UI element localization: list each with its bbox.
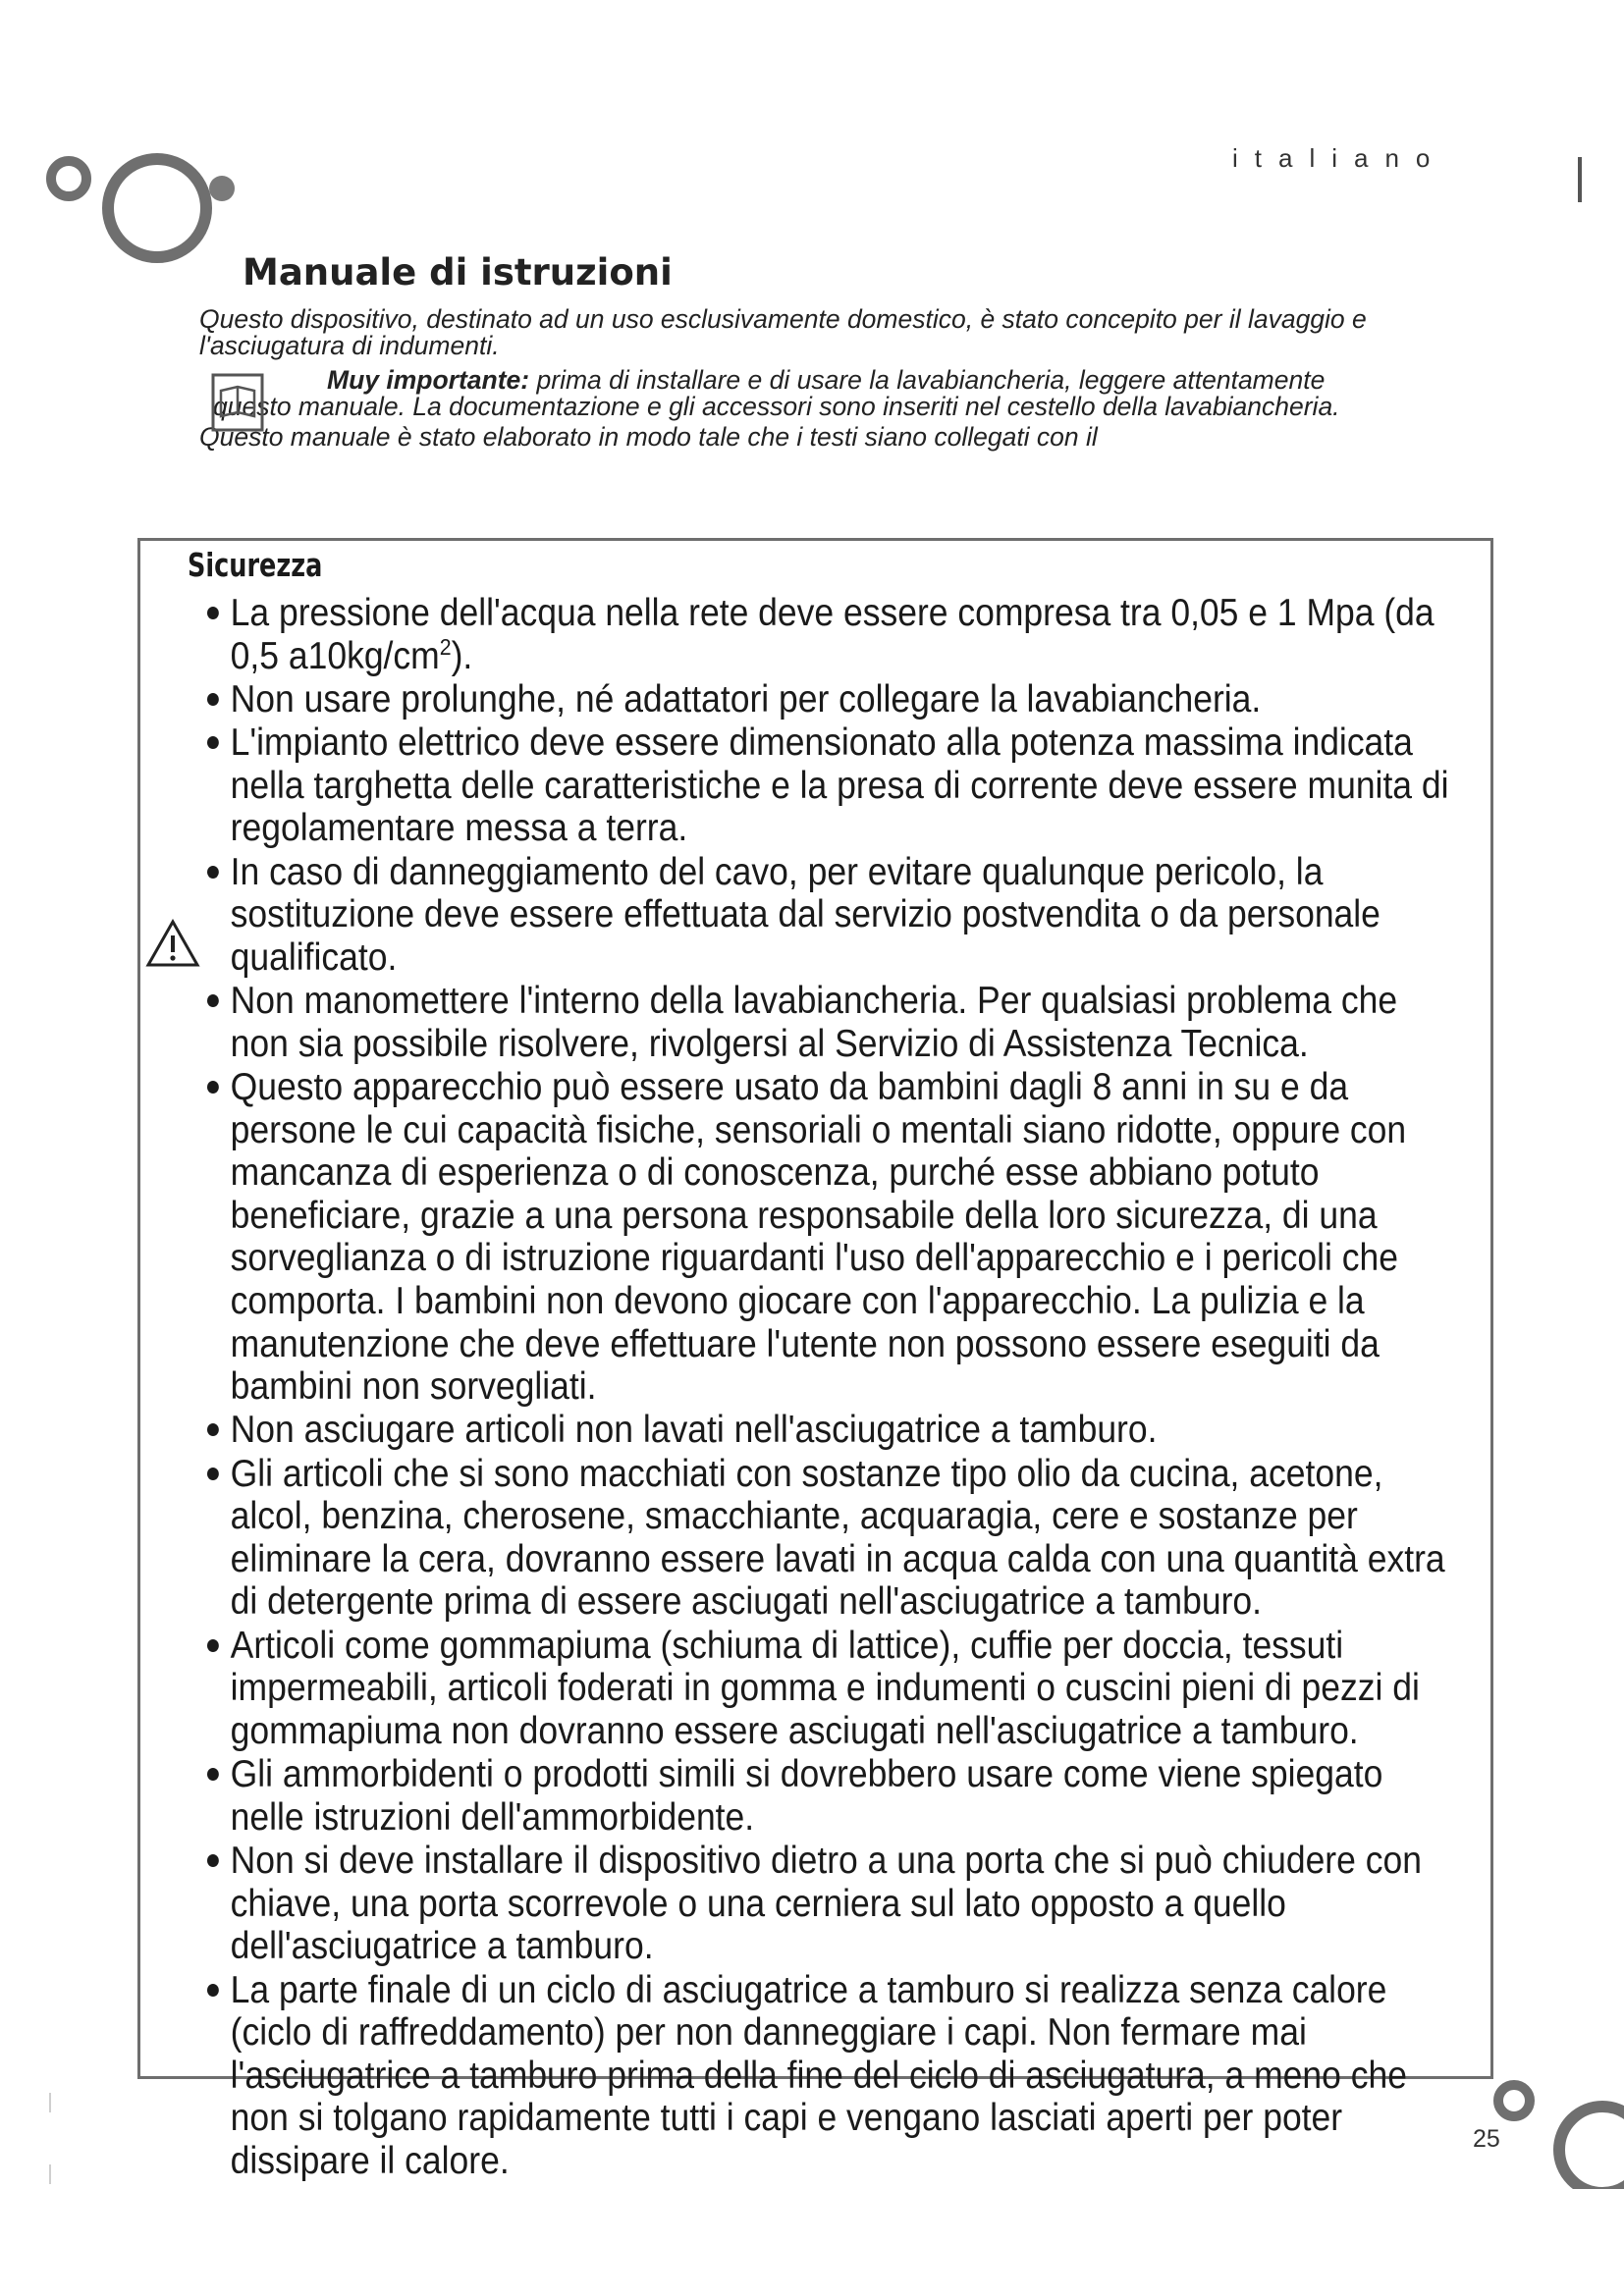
language-label: italiano	[1232, 143, 1447, 173]
manual-note: Questo manuale è stato elaborato in modo tale che i testi siano collegati con il	[199, 422, 1098, 452]
intro-paragraph: Questo dispositivo, destinato ad un uso esclusivamente domestico, è stato concepito per il lavaggio e l'asciugatura di indumenti.	[199, 304, 1367, 360]
important-text: prima di installare e di usare la lavabiancheria, leggere attentamente	[536, 365, 1326, 395]
page-title: Manuale di istruzioni	[243, 251, 673, 294]
safety-rule: Non si deve installare il dispositivo dietro a una porta che si può chiudere con chiave, una porta scorrevole o una cerniera sul lato opposto a quello dell'asciugatrice a tamburo.	[207, 1840, 1449, 1968]
safety-rule: Gli articoli che si sono macchiati con sostanze tipo olio da cucina, acetone, alcol, benzina, cherosene, smacchiante, acquaragia, cere e sostanze per eliminare la cera, dovranno essere lavati in acqua calda con una quantità extra di detergente prima di essere asciugati nell'asciugatrice a tamburo.	[207, 1453, 1449, 1624]
page-number: 25	[1473, 2125, 1500, 2153]
important-label: Muy importante:	[327, 365, 530, 395]
important-first-line	[199, 367, 1535, 394]
margin-tick	[49, 2093, 51, 2112]
circles-logo-icon	[1487, 2065, 1624, 2189]
superscript: 2	[439, 633, 452, 660]
safety-rule: Non asciugare articoli non lavati nell'asciugatrice a tamburo.	[207, 1409, 1449, 1452]
intro-section	[199, 306, 1535, 451]
safety-rule: L'impianto elettrico deve essere dimensionato alla potenza massima indicata nella targhetta delle caratteristiche e la presa di corrente deve essere munita di regolamentare messa a terra.	[207, 721, 1449, 850]
safety-rule: Questo apparecchio può essere usato da bambini dagli 8 anni in su e da persone le cui capacità fisiche, sensoriali o mentali siano ridotte, oppure con mancanza di esperienza o di conoscenza, purché esse abbiano potuto beneficiare, grazie a una persona responsabile della loro sicurezza, di una sorveglianza o di istruzione riguardanti l'uso dell'apparecchio e i pericoli che comporta. I bambini non devono giocare con l'apparecchio. La pulizia e la manutenzione che deve effettuare l'utente non possono essere eseguiti da bambini non sorvegliati.	[207, 1066, 1449, 1409]
safety-rule: Non manomettere l'interno della lavabiancheria. Per qualsiasi problema che non sia possibile risolvere, rivolgersi al Servizio di Assistenza Tecnica.	[207, 980, 1449, 1065]
edge-marker	[1578, 157, 1582, 202]
safety-rule: Non usare prolunghe, né adattatori per collegare la lavabiancheria.	[207, 678, 1449, 721]
safety-rule: Gli ammorbidenti o prodotti simili si dovrebbero usare come viene spiegato nelle istruzioni dell'ammorbidente.	[207, 1753, 1449, 1839]
margin-tick	[49, 2164, 51, 2184]
important-text-continued: questo manuale. La documentazione e gli accessori sono inseriti nel cestello della lavabiancheria.	[213, 392, 1340, 421]
safety-rules-list	[207, 592, 1449, 2183]
circles-logo-icon	[39, 137, 245, 275]
important-notice	[199, 367, 1535, 420]
warning-triangle-icon	[145, 919, 200, 968]
safety-rule: Articoli come gommapiuma (schiuma di lattice), cuffie per doccia, tessuti impermeabili, articoli foderati in gomma e indumenti o cuscini pieni di pezzi di gommapiuma non dovranno essere asciugati nell'asciugatrice a tamburo.	[207, 1625, 1449, 1753]
safety-rule: La parte finale di un ciclo di asciugatrice a tamburo si realizza senza calore (ciclo di raffreddamento) per non danneggiare i capi. Non fermare mai l'asciugatrice a tamburo prima della fine del ciclo di asciugatura, a meno che non si tolgano rapidamente tutti i capi e vengano lasciati aperti per poter dissipare il calore.	[207, 1969, 1449, 2183]
safety-rule: In caso di danneggiamento del cavo, per evitare qualunque pericolo, la sostituzione deve essere effettuata dal servizio postvendita o da personale qualificato.	[207, 851, 1449, 980]
safety-rule: La pressione dell'acqua nella rete deve essere compresa tra 0,05 e 1 Mpa (da 0,5 $a10kg/cm^2$).	[207, 592, 1449, 677]
safety-title: Sicurezza	[188, 546, 323, 584]
book-icon	[211, 373, 264, 432]
